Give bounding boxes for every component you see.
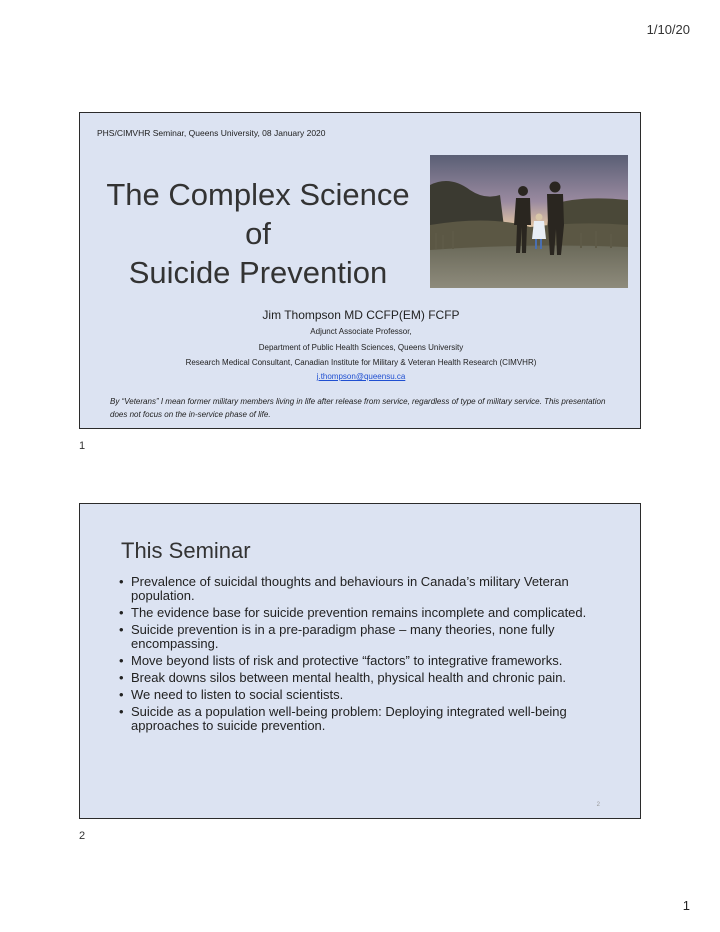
- title-line-1: The Complex Science: [106, 177, 410, 212]
- family-walking-photo: [430, 155, 628, 288]
- slide-2-number: 2: [79, 830, 86, 842]
- bullet-item: • Prevalence of suicidal thoughts and behaviours in Canada’s military Veteran population.: [119, 575, 619, 603]
- slide-1: [79, 112, 641, 429]
- slide-1-number: 1: [79, 440, 86, 452]
- bullet-item: • Move beyond lists of risk and protective “factors” to integrative frameworks.: [119, 654, 619, 668]
- slide-title: [98, 175, 418, 292]
- bullet-item: • Suicide as a population well-being problem: Deploying integrated well-being approaches to suicide prevention.: [119, 705, 619, 733]
- page-date: 1/10/20: [646, 22, 690, 37]
- veterans-definition-note: By “Veterans” I mean former military members living in life after release from service, regardless of type of military service. This presentation does not focus on the in-service phase of life.: [110, 397, 606, 419]
- slide-footer-number: 2: [596, 802, 600, 808]
- slide-2: [79, 503, 641, 819]
- bullet-item: • We need to listen to social scientists.: [119, 688, 619, 702]
- title-line-2: of: [245, 216, 271, 251]
- bullet-item: • Break downs silos between mental health, physical health and chronic pain.: [119, 671, 619, 685]
- bullet-item: • Suicide prevention is in a pre-paradigm phase – many theories, none fully encompassing.: [119, 623, 619, 651]
- author-affiliation-2: Department of Public Health Sciences, Queens University: [258, 343, 464, 352]
- author-name: Jim Thompson MD CCFP(EM) FCFP: [262, 308, 460, 322]
- slide-title: This Seminar: [121, 538, 251, 563]
- seminar-header: PHS/CIMVHR Seminar, Queens University, 08 January 2020: [97, 128, 326, 138]
- title-line-3: Suicide Prevention: [128, 255, 388, 290]
- seminar-bullet-list: [119, 575, 619, 736]
- author-affiliation-1: Adjunct Associate Professor,: [310, 327, 412, 336]
- author-affiliation-3: Research Medical Consultant, Canadian Institute for Military & Veteran Health Research (CIMVHR): [185, 358, 537, 367]
- author-email-link[interactable]: j.thompson@queensu.ca: [316, 372, 406, 381]
- bullet-item: • The evidence base for suicide prevention remains incomplete and complicated.: [119, 606, 619, 620]
- page-number: 1: [682, 898, 690, 913]
